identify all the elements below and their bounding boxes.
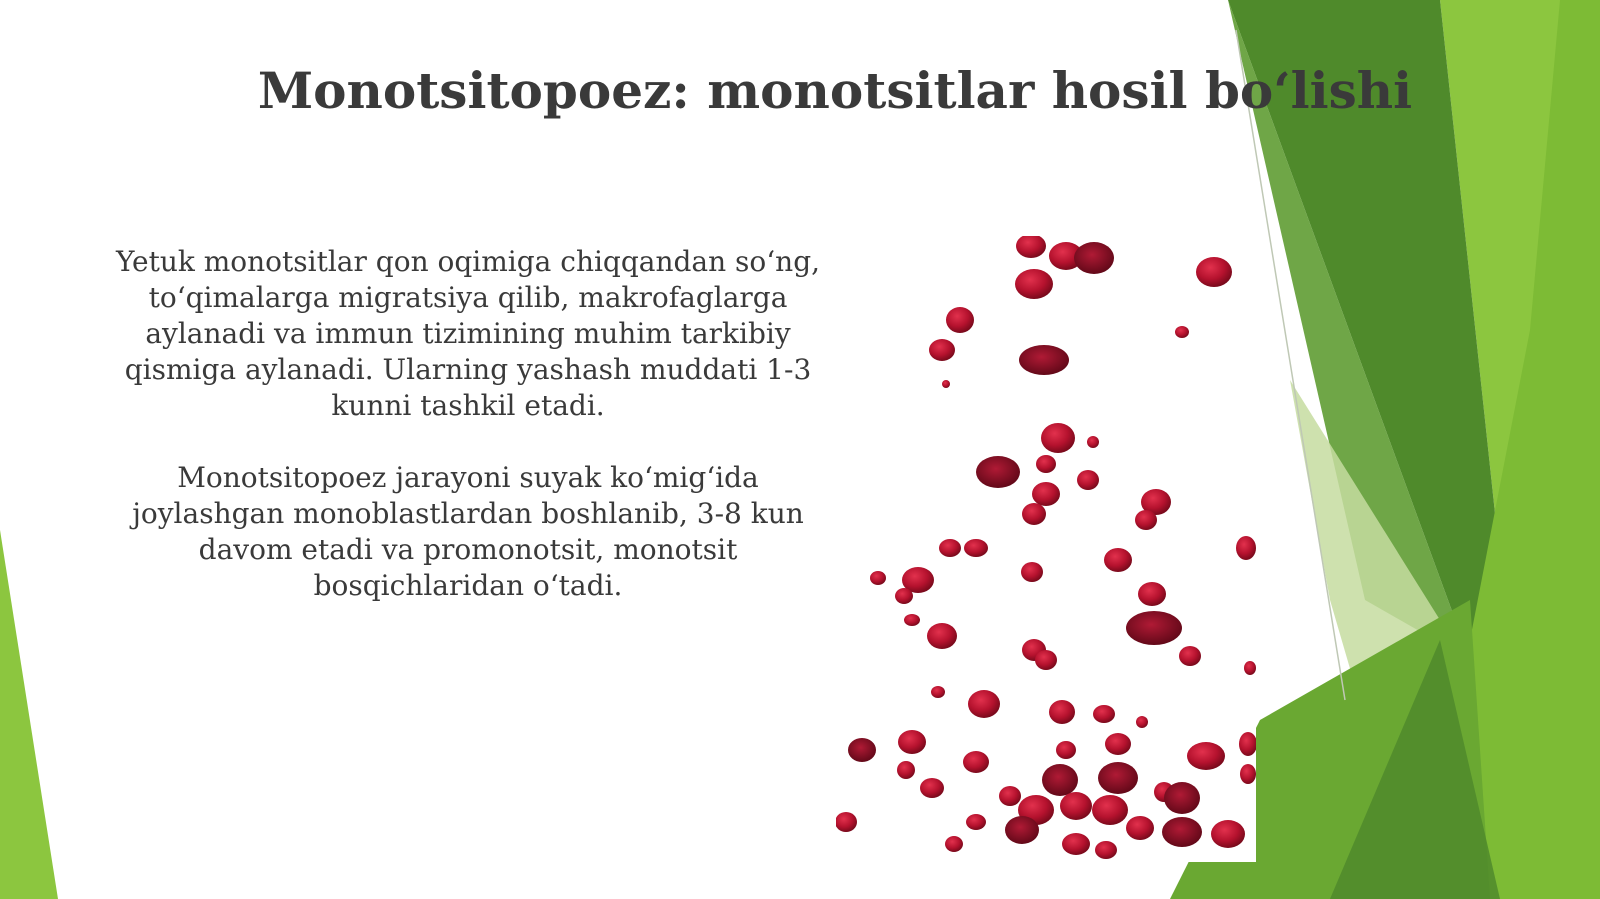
blood-cells-image (836, 236, 1256, 862)
blood-cells-illustration (836, 236, 1256, 862)
slide-title: Monotsitopoez: monotsitlar hosil bo‘lishi (257, 61, 1413, 120)
body-text (112, 244, 824, 604)
left-green-shape (0, 530, 58, 899)
paragraph-2: Monotsitopoez jarayoni suyak ko‘mig‘ida joylashgan monoblastlardan boshlanib, 3-8 kun davom etadi va promonotsit, monotsit bosqichlaridan o‘tadi. (132, 461, 804, 602)
paragraph-1: Yetuk monotsitlar qon oqimiga chiqqandan so‘ng, to‘qimalarga migratsiya qilib, makrofaglarga aylanadi va immun tizimining muhim tarkibiy qismiga aylanadi. Ularning yashash muddati 1-3 kunni tashkil etadi. (115, 245, 821, 422)
